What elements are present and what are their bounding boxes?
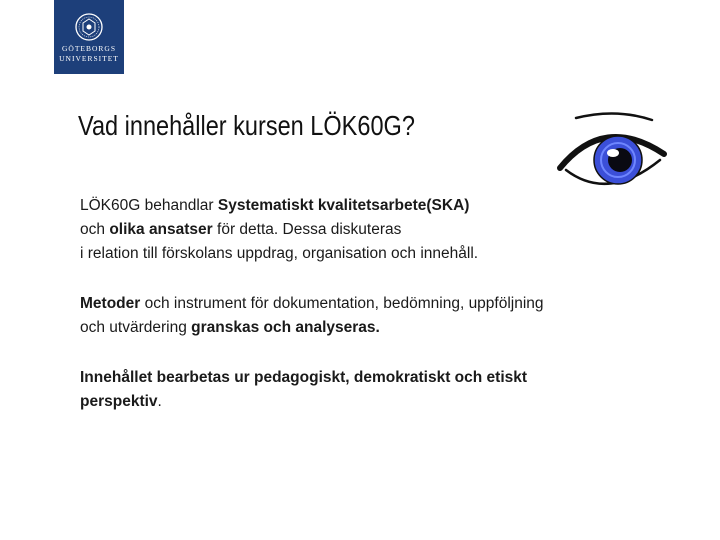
paragraph-3: [80, 366, 680, 414]
p3-bold-text: Innehållet bearbetas ur pedagogiskt, demokratiskt och etiskt: [80, 369, 528, 386]
eye-icon: [556, 110, 668, 200]
p1-bold-ansatser: olika ansatser: [109, 221, 213, 238]
p3-text-end: .: [157, 393, 162, 410]
p2-text-1: och instrument för dokumentation, bedömning, uppföljning: [140, 295, 544, 312]
slide-body: [80, 194, 680, 414]
slide-title: Vad innehåller kursen LÖK60G?: [78, 110, 415, 141]
paragraph-1: [80, 194, 680, 266]
p2-text-2: och utvärdering: [80, 319, 192, 336]
p1-text-1: LÖK60G behandlar: [80, 197, 218, 214]
p1-text-4: i relation till förskolans uppdrag, organisation och innehåll.: [80, 245, 479, 262]
p2-bold-granskas: granskas och analyseras.: [191, 319, 380, 336]
university-logo: [54, 0, 124, 74]
logo-line-2: UNIVERSITET: [59, 54, 119, 63]
p1-text-3: för detta. Dessa diskuteras: [212, 221, 402, 238]
logo-line-1: GÖTEBORGS: [61, 44, 116, 53]
p3-bold-perspektiv: perspektiv: [80, 393, 158, 410]
p1-bold-ska: Systematiskt kvalitetsarbete(SKA): [217, 197, 470, 214]
p2-bold-metoder: Metoder: [80, 295, 141, 312]
p1-text-2: och: [80, 221, 110, 238]
university-crest-icon: [73, 12, 105, 42]
paragraph-2: [80, 292, 680, 340]
